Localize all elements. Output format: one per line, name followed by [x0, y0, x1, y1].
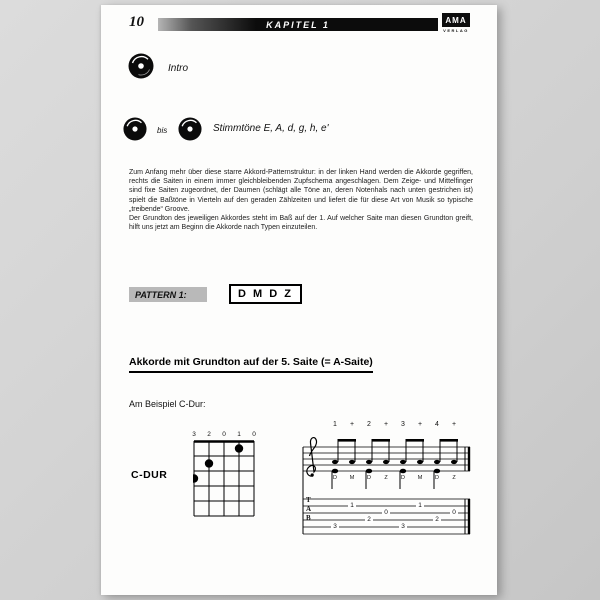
count-mark: +	[451, 421, 457, 428]
staff-and-tab	[301, 431, 473, 559]
tab-number: 2	[365, 516, 373, 523]
finger-dot	[205, 459, 213, 467]
body-text	[129, 168, 473, 232]
section-heading: Akkorde mit Grundton auf der 5. Saite (= A-Saite)	[129, 356, 373, 373]
chord-name: C-DUR	[131, 469, 168, 481]
fingering-number: 1	[237, 431, 241, 438]
count-mark: +	[349, 421, 355, 428]
count-mark: +	[417, 421, 423, 428]
tab-number: 2	[433, 516, 441, 523]
tab-number: 1	[348, 502, 356, 509]
fingering-number: 2	[207, 431, 211, 438]
tab-number: 0	[382, 509, 390, 516]
chord-diagram	[193, 431, 263, 531]
count-mark: 1	[333, 421, 337, 428]
tab-letter: B	[306, 514, 311, 522]
paragraph: Der Grundton des jeweiligen Akkordes steht im Baß auf der 1. Auf welcher Saite man diesen Grundton greift, hilft uns jetzt am Beginn die Akkorde nach Typen einzuteilen.	[129, 215, 473, 232]
count-mark: 2	[367, 421, 371, 428]
example-label: Am Beispiel C-Dur:	[129, 399, 206, 409]
paragraph: Zum Anfang mehr über diese starre Akkord-Patternstruktur: in der linken Hand werden die Akkorde gegriffen, rechts die Saiten in einem immer gleichbleibenden Zupfschema angeschlagen. Dem Zeige- und Mittelfinger sind fixe Saiten zugeordnet, der Daumen (schlägt alle Töne an, deren Notenhals nach unten gestrichen ist) spielt die Baßtöne in Vierteln auf den geraden Zählzeiten und liefert die für diese Art von Musik so typische „treibende“ Groove.	[129, 169, 473, 213]
publisher-logo	[442, 13, 470, 33]
picking-finger: Z	[384, 475, 388, 481]
page-number: 10	[129, 14, 144, 30]
finger-dot	[193, 474, 198, 482]
tab-number: 1	[416, 502, 424, 509]
treble-clef-icon	[307, 438, 317, 477]
tab-number: 3	[399, 523, 407, 530]
publisher-logo-text: AMA	[445, 15, 467, 25]
picking-finger: D	[333, 475, 337, 481]
music-notation	[301, 421, 473, 561]
book-page	[101, 5, 497, 595]
cd-track-icon	[128, 53, 154, 79]
tab-number: 3	[331, 523, 339, 530]
bis-label: bis	[157, 126, 168, 135]
intro-label: Intro	[168, 63, 189, 74]
cd-track-icon	[178, 117, 202, 141]
fingering-number: 0	[222, 431, 226, 438]
pattern-letters-box: D M D Z	[229, 284, 302, 304]
fingering-number: 3	[192, 431, 196, 438]
chapter-header-bar	[158, 18, 438, 31]
tab-number: 0	[450, 509, 458, 516]
count-mark: 4	[435, 421, 439, 428]
publisher-logo-mark	[442, 13, 470, 27]
picking-finger: D	[367, 475, 371, 481]
tuning-label: Stimmtöne E, A, d, g, h, e'	[213, 123, 329, 134]
count-mark: +	[383, 421, 389, 428]
picking-finger: D	[435, 475, 439, 481]
count-mark: 3	[401, 421, 405, 428]
fretboard-grid	[193, 440, 257, 522]
publisher-logo-subtext: VERLAG	[443, 28, 469, 33]
finger-dot	[235, 444, 243, 452]
tab-letter: T	[306, 496, 311, 504]
cd-track-icon	[123, 117, 147, 141]
fingering-number: 0	[252, 431, 256, 438]
picking-finger: Z	[452, 475, 456, 481]
pattern-label: PATTERN 1:	[129, 287, 207, 302]
chapter-title: KAPITEL 1	[266, 19, 330, 30]
picking-finger: M	[349, 475, 355, 481]
tab-letter: A	[306, 505, 312, 513]
picking-finger: D	[401, 475, 405, 481]
picking-finger: M	[417, 475, 423, 481]
